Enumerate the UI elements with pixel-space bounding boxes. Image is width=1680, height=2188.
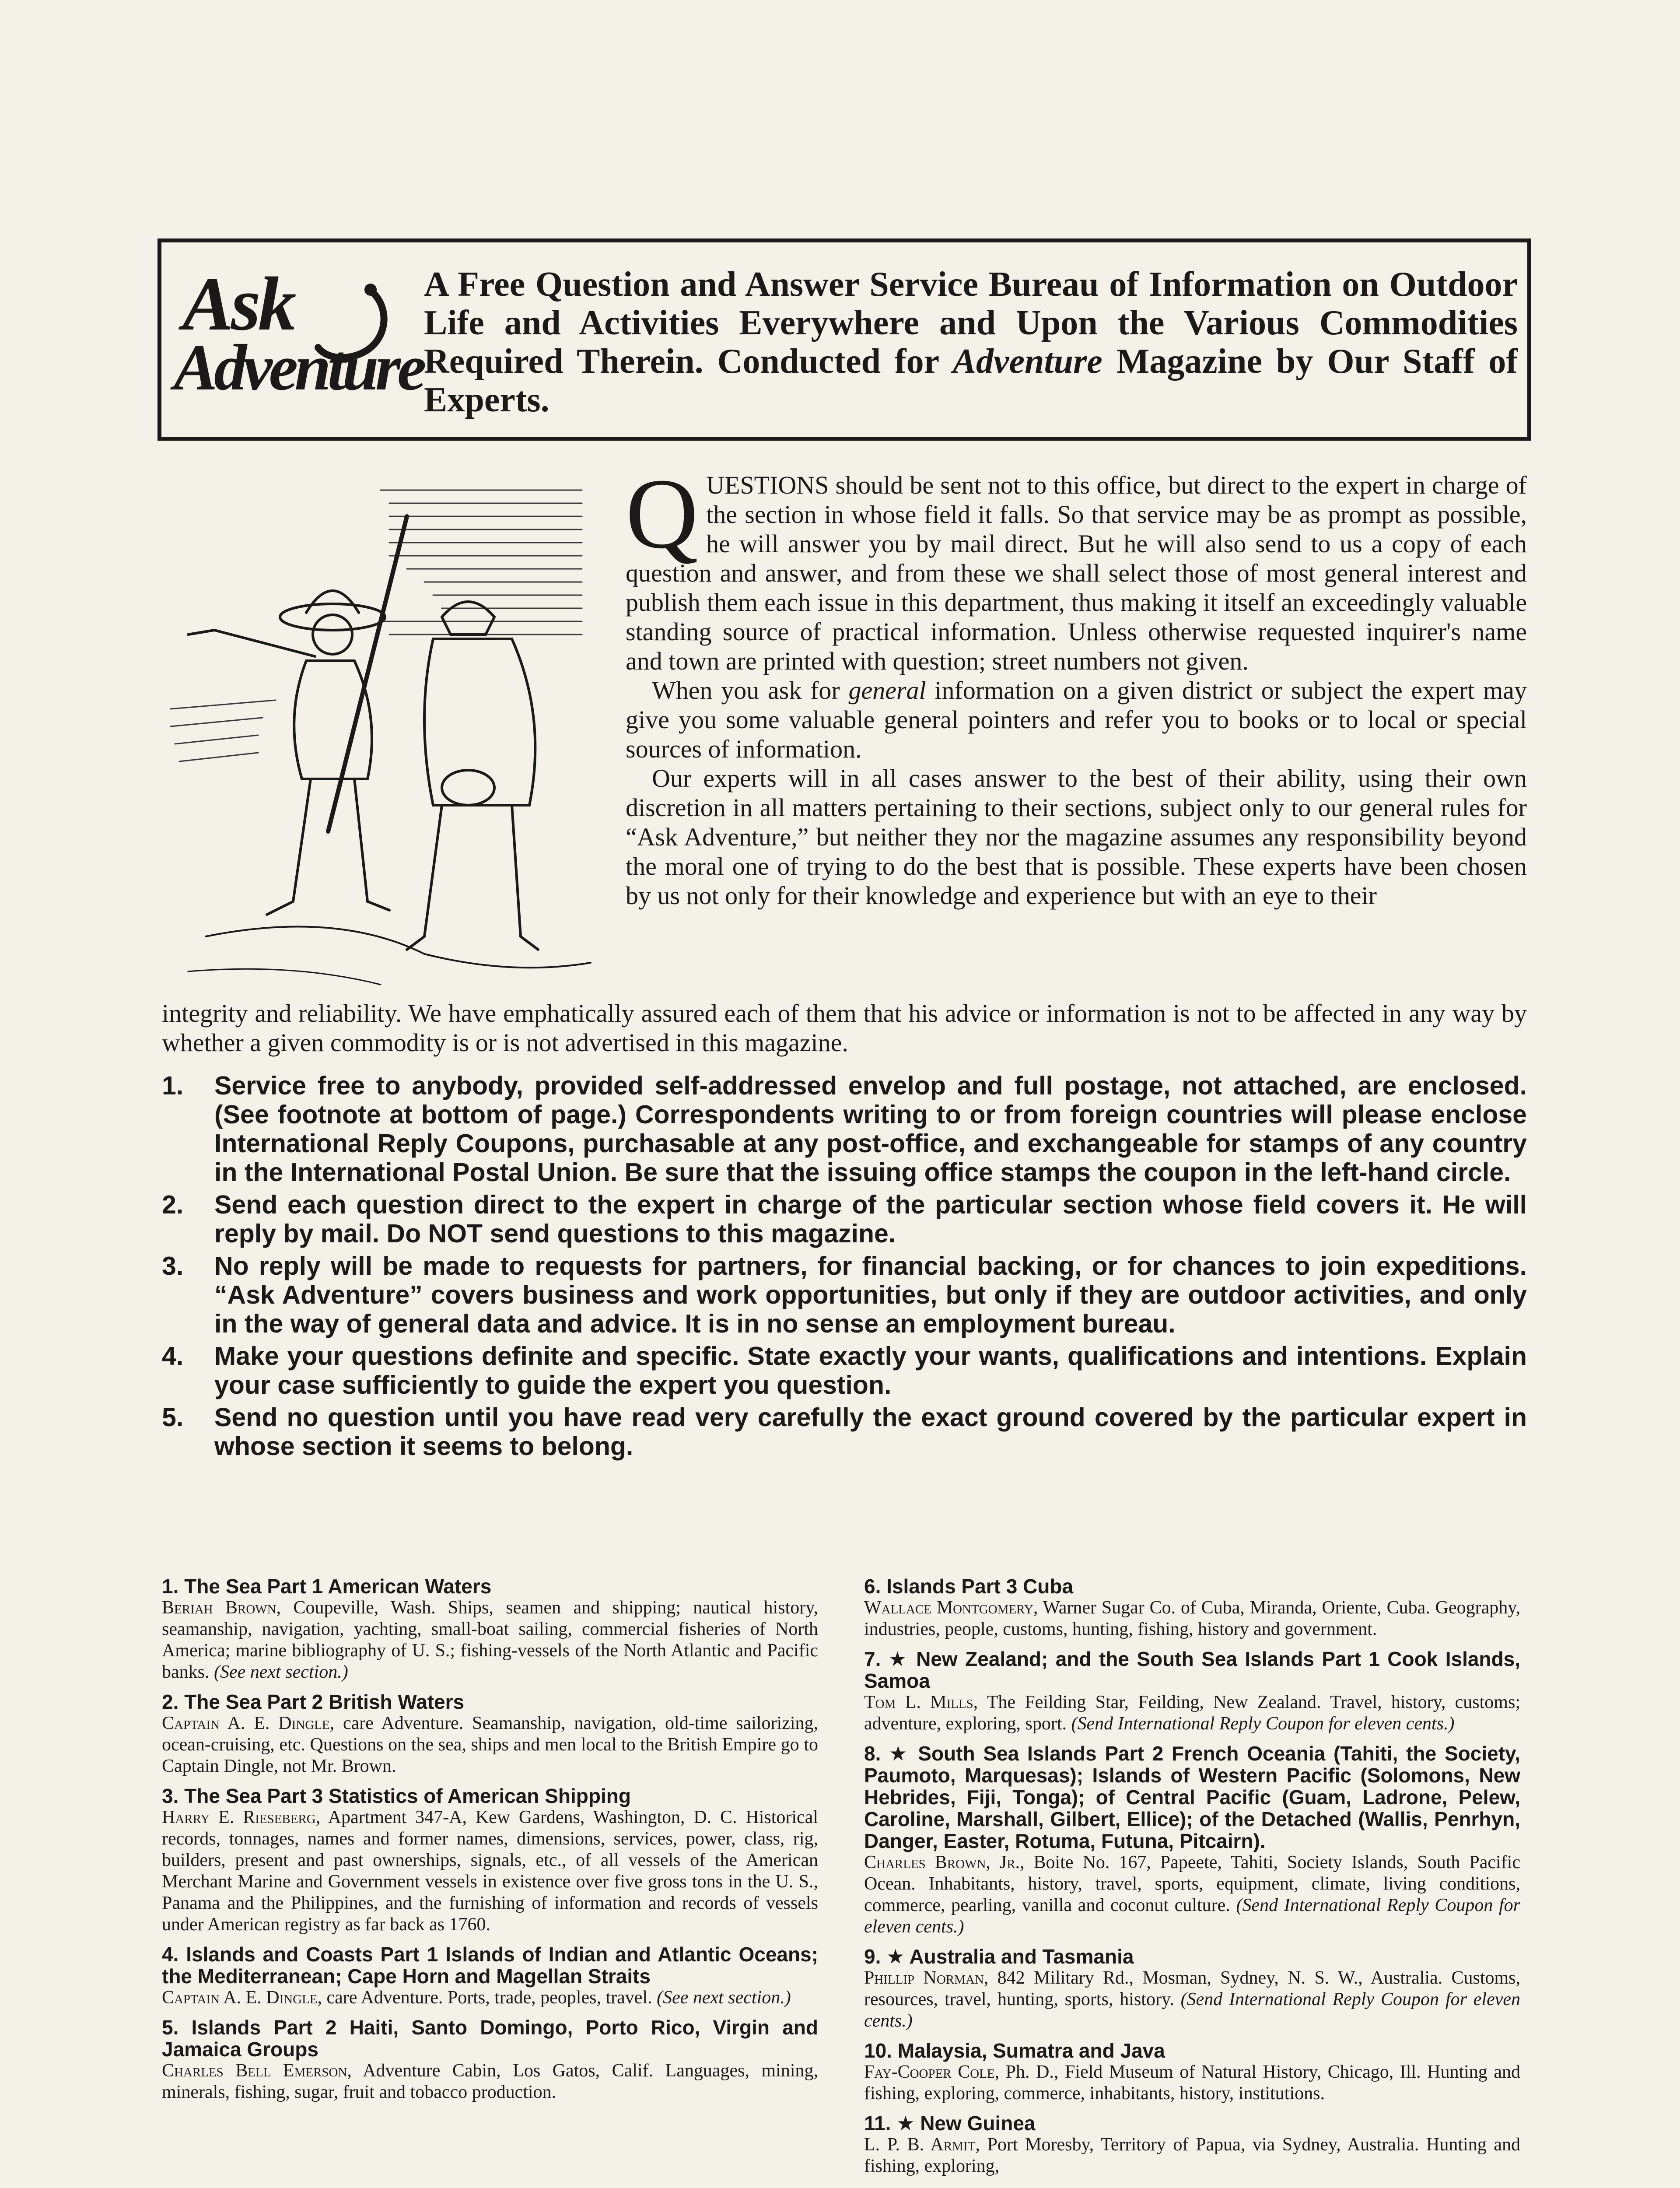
entry-description: Coupeville, Wash. Ships, seamen and shipping; nautical history, seamanship, navigation, yachting, small-boat sailing, commercial fisheries of North America; marine bibliography of U. S.; fishing-vessels of the North Atlantic and Pacific banks. (162, 1598, 818, 1682)
expert-name: Wallace Montgomery, (864, 1598, 1038, 1618)
drop-cap: Q (626, 458, 699, 569)
entry-note: (Send International Reply Coupon for eleven cents.) (864, 1989, 1520, 2031)
entry-description: care Adventure. Ports, trade, peoples, travel. (326, 1988, 652, 2008)
expert-name: Phillip Norman, (864, 1968, 989, 1988)
rule-item-5 (162, 1403, 1527, 1461)
entry-description: care Adventure. Seamanship, navigation, old-time sailorizing, ocean-cruising, etc. Questions on the sea, ships and men local to the British Empire go to Captain Dingle, not Mr. Brown. (162, 1713, 819, 1776)
entry-body (162, 2060, 818, 2103)
directory-entry (162, 2016, 818, 2103)
expert-name: Charles Bell Emerson, (162, 2061, 352, 2081)
entry-body (864, 2134, 1520, 2177)
directory-entry (864, 2040, 1520, 2104)
entry-body (864, 1597, 1520, 1640)
frontiersmen-illustration (162, 473, 599, 998)
expert-name: Charles Brown, Jr., (864, 1852, 1025, 1872)
intro-paragraph-3: Our experts will in all cases answer to the best of their ability, using their own discretion in all matters pertaining to their sections, subject only to our general rules for “Ask Adventure,” but neither they nor the magazine assumes any responsibility beyond the moral one of trying to do the best that is possible. These experts have been chosen by us not only for their knowledge and experience but with an eye to their (626, 764, 1527, 910)
directory-entry (162, 1691, 818, 1777)
entry-body (864, 1692, 1520, 1735)
directory-left-column (162, 1575, 818, 2111)
entry-body (162, 1597, 818, 1683)
header-description-end: Magazine by Our Staff of Experts. (424, 342, 1518, 419)
directory-entry (864, 1946, 1520, 2032)
entry-title: 8. ★ South Sea Islands Part 2 French Oceania (Tahiti, the Society, Paumoto, Marquesas); Islands of Western Pacific (Solomons, New Hebrides, Fiji, Tonga); of Central Pacific (Guam, Ladrone, Pelew, Caroline, Marshall, Gilbert, Ellice); of the Detached (Wallis, Penrhyn, Danger, Easter, Rotuma, Futuna, Pitcairn). (864, 1742, 1520, 1852)
intro-paragraph-2-start: When you ask for (652, 676, 840, 705)
entry-body (162, 1807, 818, 1936)
rule-text: Make your questions definite and specific. State exactly your wants, qualifications and intentions. Explain your case sufficiently to guide the expert you question. (214, 1342, 1527, 1399)
expert-name: Harry E. Rieseberg, (162, 1807, 321, 1827)
rule-number: 2. (162, 1190, 184, 1219)
directory-right-column (864, 1575, 1520, 2185)
expert-name: Fay-Cooper Cole, (864, 2062, 1000, 2082)
rule-item-4 (162, 1342, 1527, 1399)
entry-body (864, 2062, 1520, 2104)
entry-title: 7. ★ New Zealand; and the South Sea Islands Part 1 Cook Islands, Samoa (864, 1648, 1520, 1692)
entry-description: 842 Military Rd., Mosman, Sydney, N. S. W., Australia. Customs, resources, travel, hunting, sports, history. (864, 1968, 1521, 2009)
entry-description: Ph. D., Field Museum of Natural History, Chicago, Ill. Hunting and fishing, exploring, commerce, inhabitants, history, institutions. (864, 2062, 1521, 2104)
expert-name: Captain A. E. Dingle, (162, 1988, 322, 2008)
intro-section (626, 458, 1527, 910)
entry-note: (See next section.) (214, 1662, 348, 1682)
directory-entry (162, 1785, 818, 1936)
logo-word-ask: Ask (182, 261, 294, 346)
intro-paragraph-1 (626, 458, 1527, 676)
entry-note: (Send International Reply Coupon for eleven cents.) (1071, 1714, 1455, 1734)
entry-description: Apartment 347-A, Kew Gardens, Washington, D. C. Historical records, tonnages, names and former names, dimensions, services, power, class, rig, builders, present and past ownerships, signals, etc., of all vessels of the American Merchant Marine and Government vessels in existence over five gross tons in the U. S., Panama and the Philippines, and the furnishing of information and records of vessels under American registry as far back as 1760. (162, 1807, 819, 1935)
entry-note: (See next section.) (657, 1988, 791, 2008)
entry-description: Boite No. 167, Papeete, Tahiti, Society Islands, South Pacific Ocean. Inhabitants, history, travel, sports, equipment, climate, living conditions, commerce, pearling, vanilla and coconut culture. (864, 1852, 1520, 1915)
directory-entry (864, 2112, 1520, 2177)
rules-list (162, 1071, 1527, 1464)
expert-name: L. P. B. Armit, (864, 2135, 980, 2155)
rule-text: Send no question until you have read very carefully the exact ground covered by the particular expert in whose section it seems to belong. (214, 1403, 1527, 1461)
expert-name: Captain A. E. Dingle, (162, 1713, 335, 1733)
rule-text: Send each question direct to the expert in charge of the particular section whose field covers it. He will reply by mail. Do NOT send questions to this magazine. (214, 1190, 1527, 1248)
rule-item-3 (162, 1252, 1527, 1338)
expert-name: Beriah Brown, (162, 1598, 281, 1618)
entry-description: Port Moresby, Territory of Papua, via Sydney, Australia. Hunting and fishing, exploring, (864, 2135, 1521, 2176)
entry-title: 1. The Sea Part 1 American Waters (162, 1575, 492, 1598)
entry-title: 10. Malaysia, Sumatra and Java (864, 2039, 1165, 2062)
directory-entry (864, 1743, 1520, 1938)
entry-title: 6. Islands Part 3 Cuba (864, 1575, 1074, 1598)
intro-paragraph-3-continued: integrity and reliability. We have emphatically assured each of them that his advice or information is not to be affected in any way by whether a given commodity is or is not advertised in this magazine. (162, 999, 1527, 1057)
entry-title: 5. Islands Part 2 Haiti, Santo Domingo, Porto Rico, Virgin and Jamaica Groups (162, 2016, 818, 2061)
header-magazine-name: Adventure (952, 342, 1102, 381)
header-description (424, 265, 1518, 419)
intro-paragraph-2 (626, 676, 1527, 764)
directory-entry (162, 1575, 818, 1683)
rule-item-1 (162, 1071, 1527, 1187)
directory-entry (864, 1648, 1520, 1735)
header-box (158, 238, 1531, 441)
entry-description: Adventure Cabin, Los Gatos, Calif. Languages, mining, minerals, fishing, sugar, fruit and tobacco production. (162, 2061, 818, 2102)
entry-body (162, 1713, 818, 1777)
rule-number: 4. (162, 1342, 184, 1371)
expert-name: Tom L. Mills, (864, 1692, 978, 1712)
intro-paragraph-1-text: UESTIONS should be sent not to this office, but direct to the expert in charge of the section in whose field it falls. So that service may be as prompt as possible, he will answer you by mail direct. But he will also send to us a copy of each question and answer, and from these we shall select those of most general interest and publish them each issue in this department, thus making it itself an exceedingly valuable standing source of practical information. Unless otherwise requested inquirer's name and town are printed with question; street numbers not given. (626, 471, 1527, 675)
ask-adventure-logo (174, 256, 423, 431)
rule-number: 5. (162, 1403, 184, 1432)
entry-body (864, 1967, 1520, 2032)
intro-paragraph-2-emphasis: general (848, 676, 926, 705)
entry-note: (Send International Reply Coupon for eleven cents.) (864, 1895, 1520, 1937)
entry-body (162, 1987, 818, 2009)
logo-word-adventure: Adventure (174, 331, 423, 404)
rule-number: 1. (162, 1071, 184, 1100)
entry-description: The Feilding Star, Feilding, New Zealand. Travel, history, customs; adventure, exploring, sport. (864, 1692, 1520, 1734)
entry-description: Warner Sugar Co. of Cuba, Miranda, Oriente, Cuba. Geography, industries, people, customs, hunting, fishing, history and government. (864, 1598, 1520, 1639)
entry-body (864, 1852, 1520, 1938)
entry-title: 3. The Sea Part 3 Statistics of American Shipping (162, 1785, 631, 1807)
entry-title: 11. ★ New Guinea (864, 2112, 1036, 2135)
header-description-text: A Free Question and Answer Service Bureau of Information on Outdoor Life and Activities Everywhere and Upon the Various Commodities Required Therein. Conducted for (424, 265, 1518, 381)
entry-title: 4. Islands and Coasts Part 1 Islands of Indian and Atlantic Oceans; the Mediterranean; Cape Horn and Magellan Straits (162, 1943, 818, 1988)
entry-title: 2. The Sea Part 2 British Waters (162, 1690, 465, 1713)
rule-item-2 (162, 1190, 1527, 1248)
directory-entry (162, 1943, 818, 2009)
rule-text: No reply will be made to requests for partners, for financial backing, or for chances to join expeditions. “Ask Adventure” covers business and work opportunities, but only if they are outdoor activities, and only in the way of general data and advice. It is in no sense an employment bureau. (214, 1252, 1527, 1338)
rule-number: 3. (162, 1252, 184, 1280)
rule-text: Service free to anybody, provided self-addressed envelop and full postage, not attached, are enclosed. (See footnote at bottom of page.) Correspondents writing to or from foreign countries will please enclose International Reply Coupons, purchasable at any post-office, and exchangeable for stamps of any country in the International Postal Union. Be sure that the issuing office stamps the coupon in the left-hand circle. (214, 1071, 1527, 1187)
entry-title: 9. ★ Australia and Tasmania (864, 1945, 1134, 1968)
directory-entry (864, 1575, 1520, 1640)
intro-paragraph-2-end: information on a given district or subject the expert may give you some valuable general pointers and refer you to books or to local or special sources of information. (626, 676, 1527, 763)
